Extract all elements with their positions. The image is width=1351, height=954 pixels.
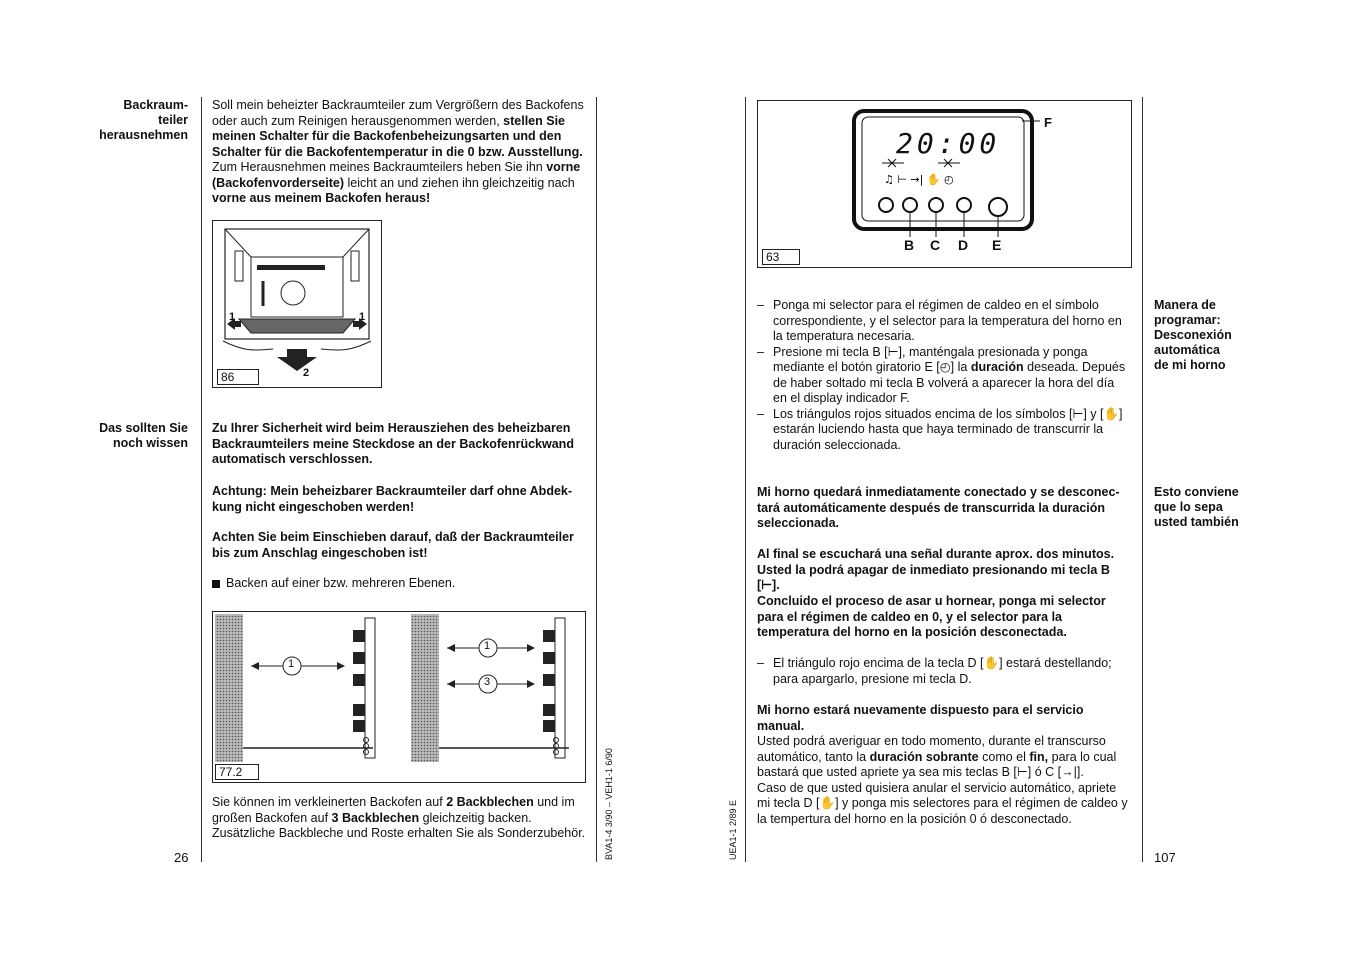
side-heading-line: de mi horno — [1154, 358, 1226, 372]
page-number-left: 26 — [174, 850, 189, 865]
fig2-circle-label-3: 3 — [484, 676, 491, 688]
side-heading-line: automática — [1154, 343, 1220, 357]
final-text: como el — [982, 749, 1026, 764]
bold-paragraph-3: Concluido el proceso de asar u hornear, ponga mi selector para el régimen de caldeo en 0, y el selector para la temperatura del horno en la posición desconectada. — [757, 594, 1106, 639]
final-text: Usted podrá averiguar en todo momento, durante el transcurso automático, tanto la — [757, 734, 1106, 764]
list-item-bold: duración — [970, 360, 1024, 374]
side-heading-line: teiler — [158, 113, 188, 127]
button-letter-c: C — [930, 237, 941, 253]
intro-bold: vorne (Backofenvorderseite) — [212, 160, 581, 190]
safety-note-1: Zu Ihrer Sicherheit wird beim Herausziehen des beheizbaren Backraumteilers meine Steckdose an der Backofenrückwand automatisch verschlossen. — [212, 421, 574, 466]
intro-bold: stellen Sie meinen Schalter für die Backofenbeheizungsarten und den Schalter für die Backofentemperatur in die 0 bzw. Ausstellung. — [212, 113, 583, 159]
side-heading-line: programar: — [1154, 313, 1221, 327]
instruction-list-2 — [757, 656, 1129, 687]
figure-label-63: 63 — [762, 249, 800, 265]
side-heading-line: usted también — [1154, 515, 1239, 529]
bottom-text: gleichzeitig backen. — [422, 810, 532, 825]
final-text-2: Caso de que usted quisiera anular el servicio automático, apriete mi tecla D [✋] y ponga mis selectores para el régimen de caldeo y la tempertura del horno en la posición 0 ó desconectado. — [757, 780, 1128, 826]
bottom-text: Zusätzliche Backbleche und Roste erhalten Sie als Sonderzubehör. — [212, 826, 586, 840]
button-letter-d: D — [958, 237, 969, 253]
svg-text:♫ ⊢ →| ✋ ◴: ♫ ⊢ →| ✋ ◴ — [884, 173, 954, 186]
list-item-text: Presione mi tecla B [⊢], manténgala presionada y ponga mediante el botón giratorio E [◴] la — [773, 344, 1088, 374]
side-heading-line: Backraum- — [123, 98, 188, 112]
final-bold: duración sobrante — [869, 749, 979, 764]
right-page-left-rule — [745, 97, 746, 862]
display-digits: 20:00 — [896, 127, 1001, 160]
bullet-item — [212, 576, 584, 592]
side-heading-das-sollten-sie — [60, 421, 188, 451]
fig1-mark-1-right: 1 — [359, 311, 366, 323]
side-heading-line: Desconexión — [1154, 328, 1232, 342]
intro-text: Soll mein beheizter Backraumteiler zum Vergrößern des Backofens oder auch zum Reinigen herausgenommen werden, — [212, 98, 584, 128]
page-number-right: 107 — [1154, 850, 1176, 865]
side-heading-line: Das sollten Sie — [99, 421, 188, 435]
bottom-bold: 2 Backblechen — [446, 795, 534, 809]
figure-label-77-2: 77.2 — [215, 764, 259, 780]
intro-text: leicht an und ziehen ihn gleichzeitig nach — [347, 175, 575, 190]
intro-paragraph — [212, 98, 584, 207]
rack-levels-illustration — [213, 612, 585, 782]
bottom-bold: 3 Backblechen — [331, 810, 420, 825]
intro-text: Zum Herausnehmen meines Backraumteilers heben Sie ihn — [212, 160, 543, 174]
side-heading-line: Manera de — [1154, 298, 1216, 312]
right-column-rule — [1142, 97, 1143, 862]
bold-paragraph-4: Mi horno estará nuevamente dispuesto para el servicio manual. — [757, 703, 1084, 733]
fig2-circle-label-1b: 1 — [484, 640, 491, 652]
intro-bold: vorne aus meinem Backofen heraus! — [212, 191, 431, 205]
vertical-print-code-left: BVA1-4 3/90 – VEH1-1 6/90 — [604, 748, 614, 860]
fig1-mark-2: 2 — [303, 367, 310, 379]
control-panel-illustration — [758, 101, 1131, 267]
side-heading-line: herausnehmen — [99, 128, 188, 142]
safety-note-2: Achtung: Mein beheizbarer Backraumteiler darf ohne Abdek-kung nicht eingeschoben werden! — [212, 484, 573, 514]
list-item: – El triángulo rojo encima de la tecla D [✋] estará destellando; para apargarlo, presione mi tecla D. — [757, 656, 1129, 687]
button-letter-e: E — [992, 237, 1002, 253]
list-item-text: deseada. Depués de haber soltado mi tecla B volverá a aparecer la hora del día en el display indicador F. — [773, 360, 1126, 405]
bold-paragraph-1: Mi horno quedará inmediatamente conectado y se desconec-tará automáticamente después de transcurrida la duración seleccionada. — [757, 485, 1120, 530]
bottom-text: Sie können im verkleinerten Backofen auf — [212, 795, 443, 809]
side-heading-manera-de-programar — [1154, 298, 1284, 373]
final-paragraph — [757, 734, 1129, 827]
fig2-circle-label-1: 1 — [288, 658, 295, 670]
side-heading-esto-conviene — [1154, 485, 1284, 530]
final-bold: fin, — [1029, 749, 1049, 764]
figure-control-panel — [757, 100, 1132, 268]
bold-paragraph-2: Al final se escuchará una señal durante aprox. dos minutos. Usted la podrá apagar de inmediato presionando mi tecla B [⊢]. — [757, 547, 1115, 592]
instruction-list-1 — [757, 298, 1129, 453]
safety-note-3: Achten Sie beim Einschieben darauf, daß der Backraumteiler bis zum Anschlag eingeschoben ist! — [212, 530, 574, 560]
list-item — [757, 345, 1129, 407]
display-label-f: F — [1044, 115, 1052, 130]
side-heading-line: que lo sepa — [1154, 500, 1223, 514]
side-heading-line: noch wissen — [112, 436, 188, 450]
left-column-rule — [201, 97, 202, 862]
vertical-print-code-right: UEA1-1 2/89 E — [728, 799, 738, 860]
button-letter-b: B — [904, 237, 915, 253]
figure-label-86: 86 — [217, 369, 259, 385]
final-text: para lo cual bastará que usted apriete ya sea mis teclas B [⊢] ó C [→|]. — [757, 749, 1117, 779]
oven-illustration — [213, 221, 381, 387]
bottom-text: und im großen Backofen auf — [212, 795, 575, 825]
bullet-square-icon — [212, 580, 220, 588]
bottom-paragraph — [212, 795, 592, 842]
bullet-text: Backen auf einer bzw. mehreren Ebenen. — [226, 576, 456, 590]
fig1-mark-1-left: 1 — [229, 311, 236, 323]
figure-oven-removal — [212, 220, 382, 388]
side-heading-backraumteiler — [60, 98, 188, 143]
left-page-right-rule — [596, 97, 597, 862]
list-item: – Ponga mi selector para el régimen de caldeo en el símbolo correspondiente, y el selector para la temperatura del horno en la temperatura necesaria. — [757, 298, 1129, 345]
side-heading-line: Esto conviene — [1154, 485, 1239, 499]
figure-rack-levels — [212, 611, 586, 783]
list-item: – Los triángulos rojos situados encima de los símbolos [⊢] y [✋] estarán luciendo hasta que haya terminado de transcurrir la duración seleccionada. — [757, 407, 1129, 454]
